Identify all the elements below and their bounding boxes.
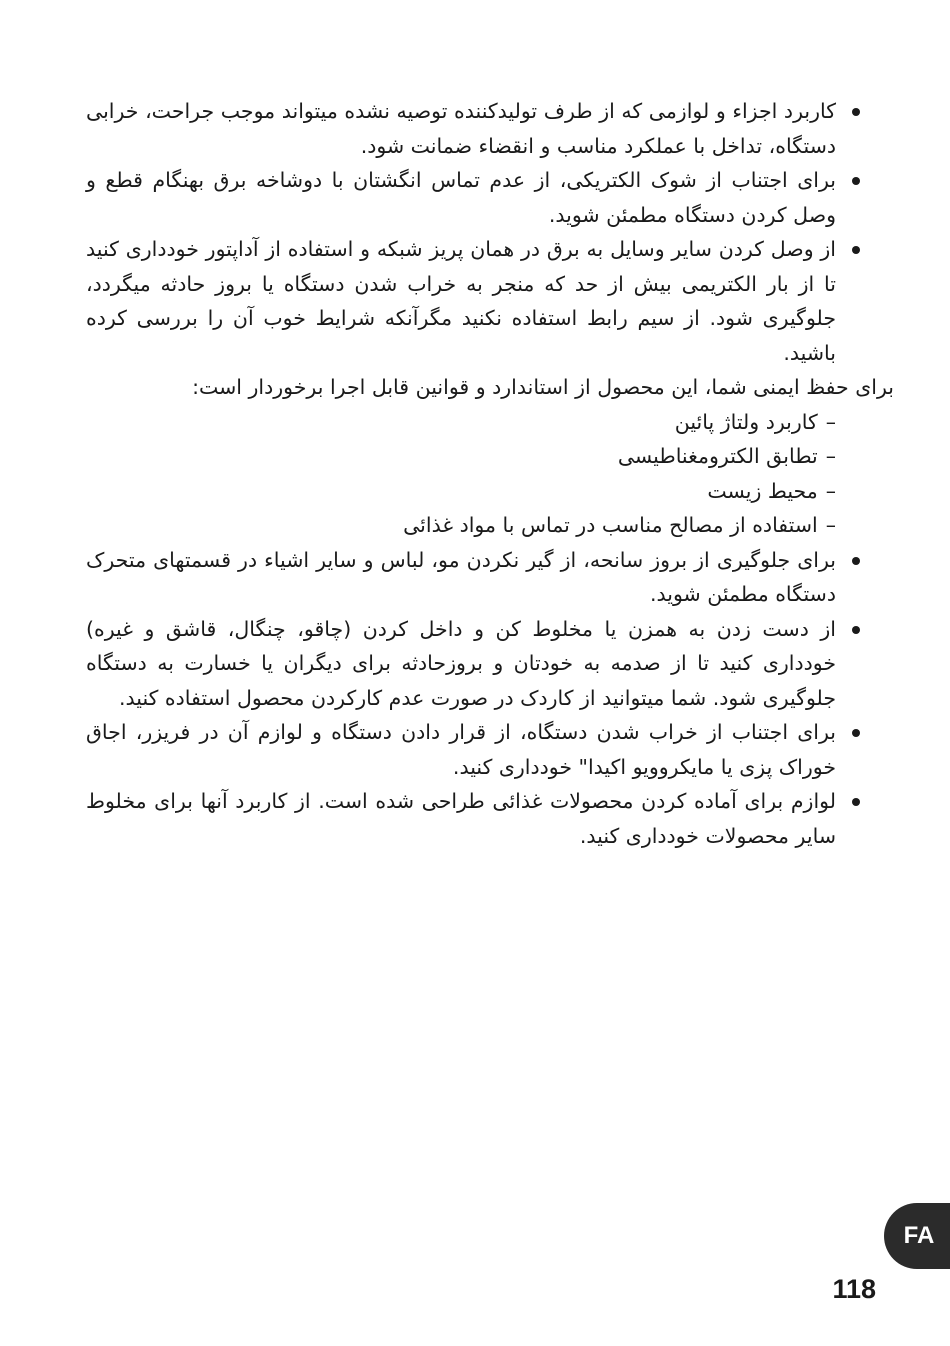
bullet-item [86, 94, 864, 163]
bullet-icon [852, 626, 860, 634]
bullet-text: لوازم برای آماده کردن محصولات غذائی طراحی شده است. از کاربرد آنها برای مخلوط سایر محصولات خودداری کنید. [86, 789, 836, 848]
bullet-item [86, 715, 864, 784]
bullet-text: کاربرد اجزاء و لوازمی که از طرف تولیدکننده توصیه نشده میتواند موجب جراحت، خرابی دستگاه، تداخل با عملکرد مناسب و انقضاء ضمانت شود. [86, 99, 836, 158]
standards-intro: برای حفظ ایمنی شما، این محصول از استاندارد و قوانین قابل اجرا برخوردار است: [192, 375, 894, 399]
bullet-item [86, 784, 864, 853]
standard-text: تطابق الکترومغناطیسی [617, 444, 818, 468]
bullet-icon [852, 729, 860, 737]
language-tab [884, 1203, 950, 1269]
bullet-icon [852, 108, 860, 116]
bullet-item [86, 612, 864, 716]
standard-item [86, 405, 864, 440]
dash-icon: – [825, 444, 836, 468]
dash-icon: – [825, 513, 836, 537]
standard-text: استفاده از مصالح مناسب در تماس با مواد غذائی [403, 513, 818, 537]
bullet-text: برای اجتناب از خراب شدن دستگاه، از قرار دادن دستگاه و لوازم آن در فریزر، اجاق خوراک پزی یا مایکروویو اکیدا" خودداری کنید. [86, 720, 836, 779]
standard-item [86, 508, 864, 543]
bullet-item [86, 163, 864, 232]
bullet-text: از دست زدن به همزن یا مخلوط کن و داخل کردن (چاقو، چنگال، قاشق و غیره) خودداری کنید تا از صدمه به خودتان و بروزحادثه برای دیگران یا خسارت به دستگاه جلوگیری شود. شما میتوانید از کاردک در صورت عدم کارکردن محصول استفاده کنید. [86, 616, 836, 710]
bullet-item [86, 543, 864, 612]
language-code: FA [903, 1222, 935, 1249]
bullet-icon [852, 557, 860, 565]
dash-icon: – [825, 478, 836, 503]
bullet-icon [852, 246, 860, 254]
standard-item [86, 474, 864, 509]
standard-text: کاربرد ولتاژ پائین [674, 409, 818, 434]
bullet-icon [852, 798, 860, 806]
safety-instructions [86, 94, 894, 853]
standard-text: محیط زیست [707, 478, 818, 503]
bullet-item [86, 232, 864, 370]
page-number: 118 [832, 1274, 876, 1304]
bullet-text: از وصل کردن سایر وسایل به برق در همان پریز شبکه و استفاده از آداپتور خودداری کنید تا از بار الکتریمی بیش از حد که منجر به خراب شدن دستگاه یا بروز حادثه میگردد، جلوگیری شود. از سیم رابط استفاده نکنید مگرآنکه شرایط خوب آن را بررسی کرده باشید. [86, 237, 836, 365]
bullet-icon [852, 177, 860, 185]
standard-item [86, 439, 864, 474]
bullet-text: برای جلوگیری از بروز سانحه، از گیر نکردن مو، لباس و سایر اشیاء در قسمتهای متحرک دستگاه مطمئن شوید. [86, 547, 836, 606]
bullet-text: برای اجتناب از شوک الکتریکی، از عدم تماس انگشتان با دوشاخه برق بهنگام قطع و وصل کردن دستگاه مطمئن شوید. [86, 168, 836, 227]
dash-icon: – [825, 409, 836, 434]
